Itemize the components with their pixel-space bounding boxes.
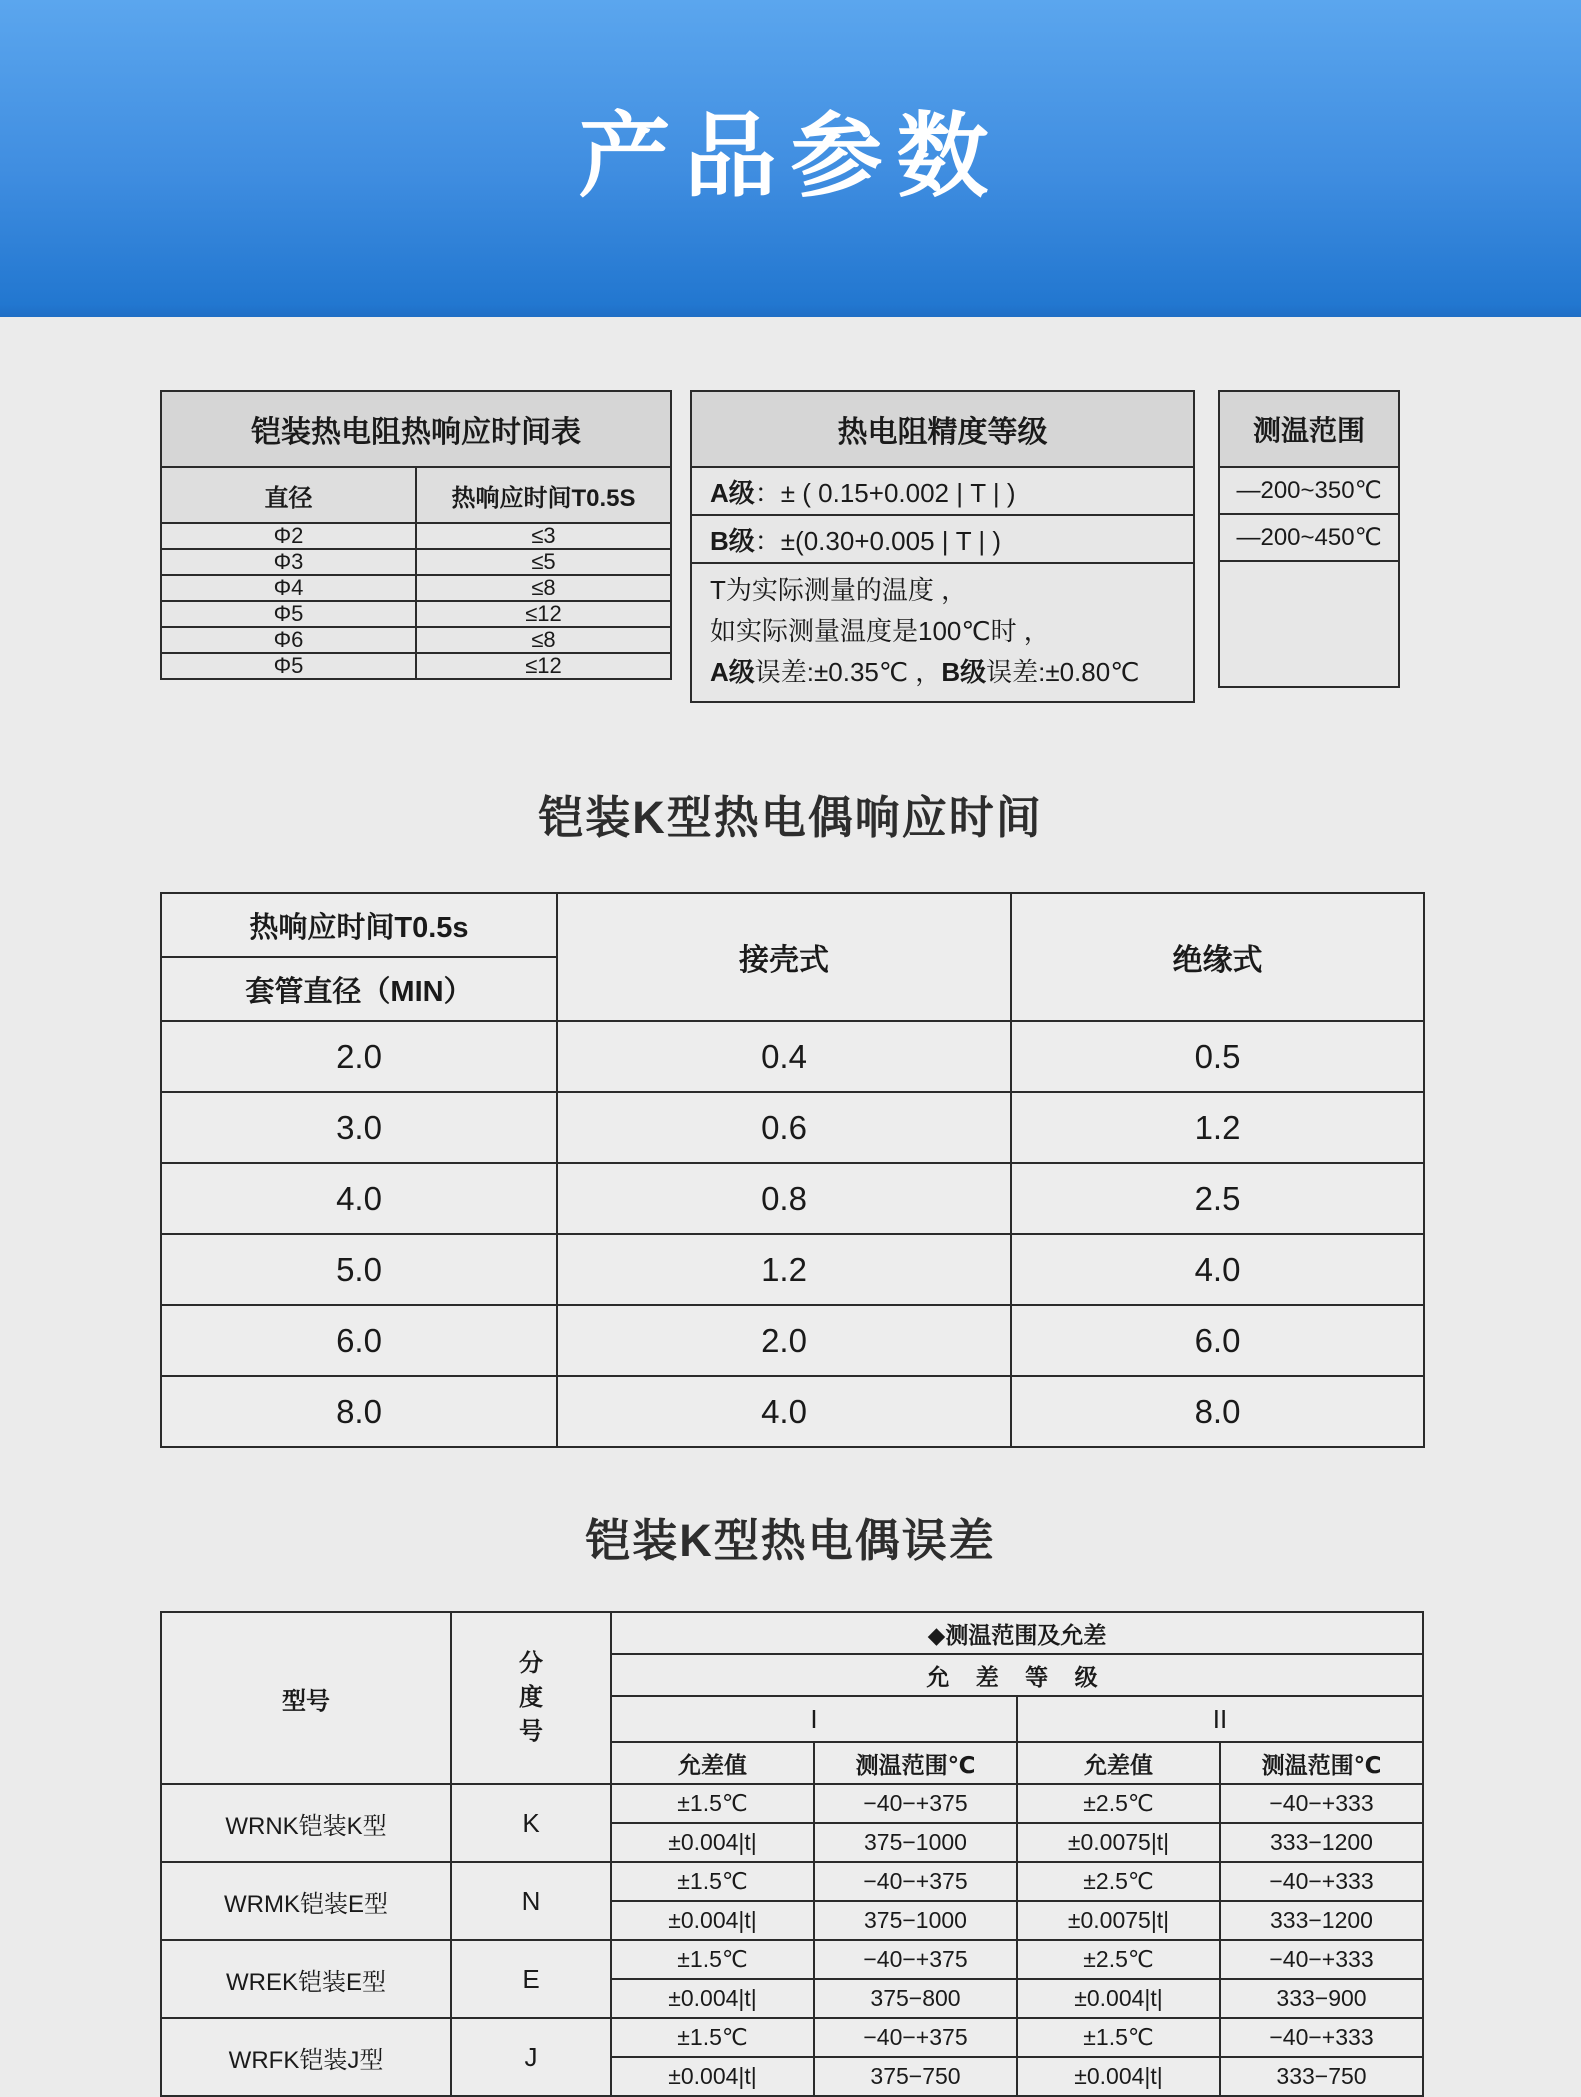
cell-insulated-value: 6.0 — [1011, 1305, 1424, 1376]
table-row — [161, 1021, 1424, 1092]
cell-range: −40−+333 — [1220, 2018, 1423, 2057]
cell-range: 333−900 — [1220, 1979, 1423, 2018]
cell-response-time: ≤12 — [416, 653, 671, 679]
cell-tolerance: ±1.5℃ — [611, 1784, 814, 1823]
table-row — [161, 1784, 1423, 1823]
header-tolerance-grade: 允 差 等 级 — [611, 1654, 1423, 1696]
cell-code: J — [451, 2018, 611, 2096]
cell-insulated-value: 8.0 — [1011, 1376, 1424, 1447]
header-range-tolerance: ◆测温范围及允差 — [611, 1612, 1423, 1654]
cell-range: −40−+333 — [1220, 1784, 1423, 1823]
cell-insulated-value: 1.2 — [1011, 1092, 1424, 1163]
cell-shell-value: 0.4 — [557, 1021, 1011, 1092]
temp-range-table — [1218, 390, 1400, 688]
cell-response-time: ≤12 — [416, 601, 671, 627]
temp-range-table-title: 测温范围 — [1219, 391, 1399, 467]
cell-diameter: Φ3 — [161, 549, 416, 575]
temp-range-empty-cell — [1219, 561, 1399, 687]
grade-a-row — [691, 467, 1194, 515]
table-row — [161, 1092, 1424, 1163]
rtd-accuracy-table — [690, 390, 1195, 703]
cell-tolerance: ±1.5℃ — [611, 1940, 814, 1979]
rtd-response-table-title: 铠装热电阻热响应时间表 — [161, 391, 671, 467]
cell-response-time: ≤5 — [416, 549, 671, 575]
header-tolerance-value: 允差值 — [611, 1742, 814, 1784]
cell-model: WRNK铠装K型 — [161, 1784, 451, 1862]
cell-insulated-value: 4.0 — [1011, 1234, 1424, 1305]
cell-range: −40−+375 — [814, 1862, 1017, 1901]
header-shell-type: 接壳式 — [557, 893, 1011, 1021]
cell-diameter: Φ5 — [161, 601, 416, 627]
table-row — [161, 1163, 1424, 1234]
header-temp-range: 测温范围℃ — [1220, 1742, 1423, 1784]
temp-range-value: —200~450℃ — [1219, 514, 1399, 561]
grade-b-row — [691, 515, 1194, 563]
table-row — [161, 575, 671, 601]
k-error-table — [160, 1611, 1424, 2097]
cell-range: 333−1200 — [1220, 1823, 1423, 1862]
table-row — [161, 1234, 1424, 1305]
table-row — [161, 601, 671, 627]
cell-tolerance: ±0.0075|t| — [1017, 1901, 1220, 1940]
header-response-time: 热响应时间T0.5s — [161, 893, 557, 957]
cell-code: N — [451, 1862, 611, 1940]
cell-shell-value: 1.2 — [557, 1234, 1011, 1305]
cell-shell-value: 0.8 — [557, 1163, 1011, 1234]
cell-model: WRMK铠装E型 — [161, 1862, 451, 1940]
table-row — [161, 1376, 1424, 1447]
cell-diameter: 3.0 — [161, 1092, 557, 1163]
header-grade-2: II — [1017, 1696, 1423, 1742]
grade-a-formula: A级：± ( 0.15+0.002 | T | ) — [691, 467, 1194, 515]
cell-tolerance: ±2.5℃ — [1017, 1862, 1220, 1901]
cell-tolerance: ±0.004|t| — [611, 1823, 814, 1862]
temp-range-value: —200~350℃ — [1219, 467, 1399, 514]
cell-tolerance: ±0.004|t| — [1017, 2057, 1220, 2096]
table-row — [161, 627, 671, 653]
col-header-diameter: 直径 — [161, 467, 416, 523]
page-header — [0, 0, 1581, 317]
rtd-response-table — [160, 390, 672, 680]
header-insulated-type: 绝缘式 — [1011, 893, 1424, 1021]
cell-shell-value: 4.0 — [557, 1376, 1011, 1447]
cell-response-time: ≤8 — [416, 627, 671, 653]
cell-range: −40−+375 — [814, 1784, 1017, 1823]
cell-tolerance: ±1.5℃ — [611, 1862, 814, 1901]
cell-diameter: 4.0 — [161, 1163, 557, 1234]
cell-tolerance: ±2.5℃ — [1017, 1940, 1220, 1979]
cell-insulated-value: 2.5 — [1011, 1163, 1424, 1234]
table-row — [161, 1940, 1423, 1979]
accuracy-note-row — [691, 563, 1194, 702]
rtd-accuracy-table-title: 热电阻精度等级 — [691, 391, 1194, 467]
header-sheath-diameter: 套管直径（MIN） — [161, 957, 557, 1021]
table-row — [161, 549, 671, 575]
header-index-code: 分 度 号 — [451, 1612, 611, 1784]
cell-range: 333−750 — [1220, 2057, 1423, 2096]
accuracy-note: T为实际测量的温度 ， 如实际测量温度是100℃时 ， A级误差:±0.35℃ ，B级误差:±0.80℃ — [691, 563, 1194, 702]
cell-response-time: ≤8 — [416, 575, 671, 601]
cell-shell-value: 0.6 — [557, 1092, 1011, 1163]
k-response-table — [160, 892, 1425, 1448]
cell-range: −40−+333 — [1220, 1940, 1423, 1979]
cell-code: K — [451, 1784, 611, 1862]
cell-tolerance: ±2.5℃ — [1017, 1784, 1220, 1823]
cell-diameter: 6.0 — [161, 1305, 557, 1376]
table-row — [161, 523, 671, 549]
header-tolerance-value: 允差值 — [1017, 1742, 1220, 1784]
cell-diameter: Φ5 — [161, 653, 416, 679]
page-title: 产品参数 — [578, 105, 1003, 208]
cell-range: −40−+333 — [1220, 1862, 1423, 1901]
k-error-title: 铠装K型热电偶误差 — [585, 1515, 996, 1566]
cell-diameter: 2.0 — [161, 1021, 557, 1092]
cell-range: 375−1000 — [814, 1823, 1017, 1862]
header-temp-range: 测温范围℃ — [814, 1742, 1017, 1784]
k-response-title: 铠装K型热电偶响应时间 — [538, 792, 1043, 843]
col-header-response-time: 热响应时间T0.5S — [416, 467, 671, 523]
table-row — [161, 2018, 1423, 2057]
cell-diameter: Φ2 — [161, 523, 416, 549]
cell-range: 333−1200 — [1220, 1901, 1423, 1940]
cell-diameter: Φ6 — [161, 627, 416, 653]
cell-diameter: Φ4 — [161, 575, 416, 601]
cell-range: 375−1000 — [814, 1901, 1017, 1940]
header-model: 型号 — [161, 1612, 451, 1784]
cell-range: −40−+375 — [814, 1940, 1017, 1979]
top-tables-row — [160, 390, 1581, 703]
cell-insulated-value: 0.5 — [1011, 1021, 1424, 1092]
grade-b-formula: B级：±(0.30+0.005 | T | ) — [691, 515, 1194, 563]
cell-tolerance: ±0.004|t| — [1017, 1979, 1220, 2018]
cell-tolerance: ±1.5℃ — [611, 2018, 814, 2057]
cell-model: WREK铠装E型 — [161, 1940, 451, 2018]
cell-code: E — [451, 1940, 611, 2018]
cell-diameter: 5.0 — [161, 1234, 557, 1305]
cell-tolerance: ±0.004|t| — [611, 1979, 814, 2018]
cell-diameter: 8.0 — [161, 1376, 557, 1447]
cell-response-time: ≤3 — [416, 523, 671, 549]
cell-model: WRFK铠装J型 — [161, 2018, 451, 2096]
cell-tolerance: ±0.004|t| — [611, 1901, 814, 1940]
cell-tolerance: ±1.5℃ — [1017, 2018, 1220, 2057]
cell-range: 375−800 — [814, 1979, 1017, 2018]
header-grade-1: I — [611, 1696, 1017, 1742]
table-row — [161, 1862, 1423, 1901]
cell-tolerance: ±0.004|t| — [611, 2057, 814, 2096]
table-row — [161, 1305, 1424, 1376]
cell-shell-value: 2.0 — [557, 1305, 1011, 1376]
cell-range: −40−+375 — [814, 2018, 1017, 2057]
cell-range: 375−750 — [814, 2057, 1017, 2096]
cell-tolerance: ±0.0075|t| — [1017, 1823, 1220, 1862]
table-row — [161, 653, 671, 679]
